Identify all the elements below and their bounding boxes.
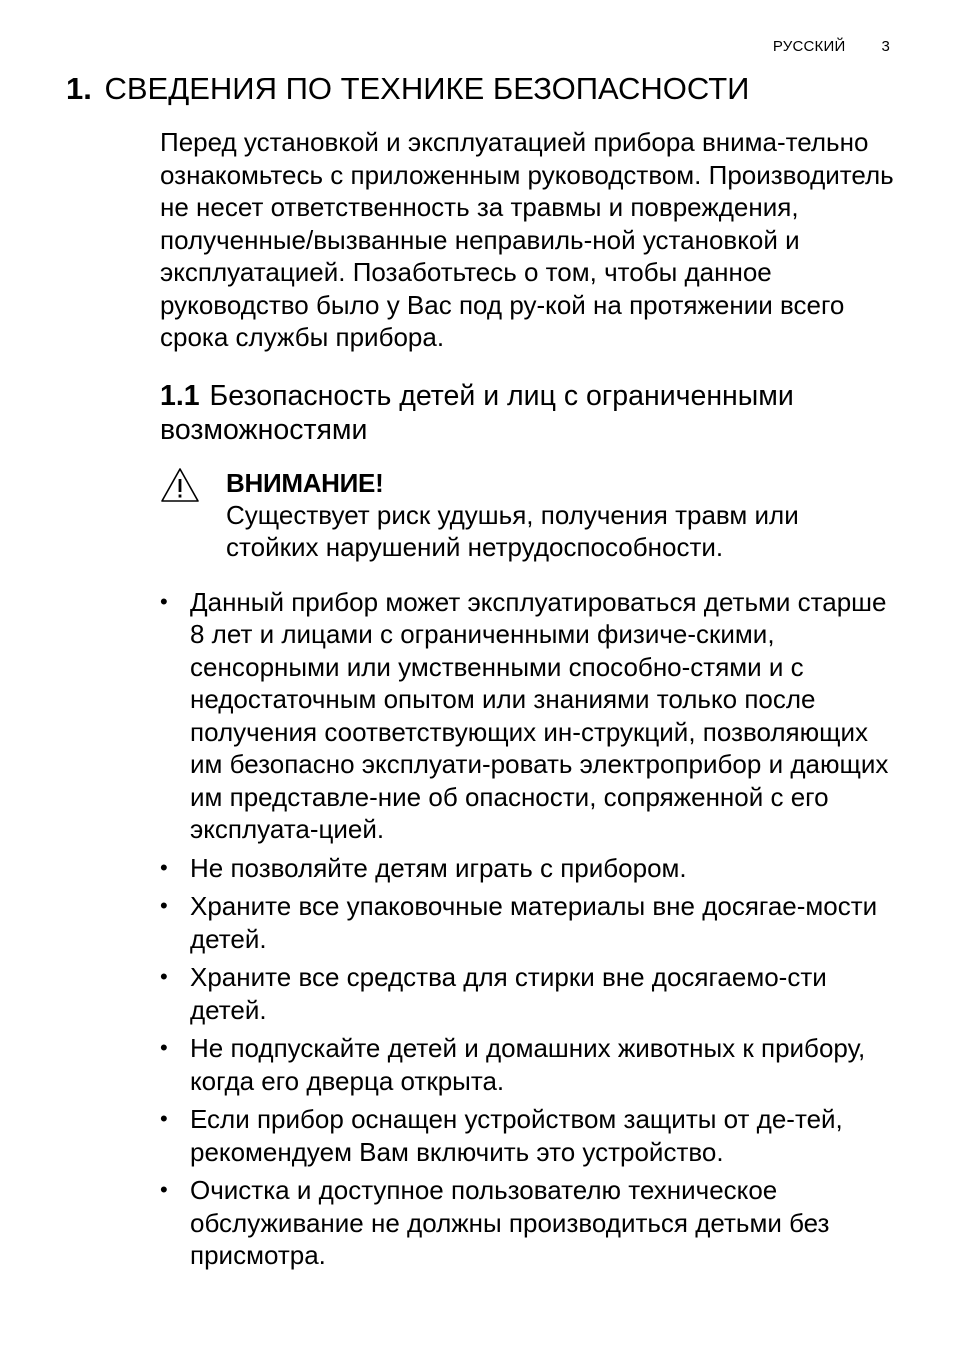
safety-list [160,586,895,1272]
warning-triangle-icon [160,467,200,503]
section-number: 1. [66,71,92,106]
language-label: РУССКИЙ [772,38,846,55]
warning-title: ВНИМАНИЕ! [226,467,384,498]
subsection-heading [160,379,895,447]
list-item: • Не позволяйте детям играть с прибором. [160,852,895,885]
list-item: • Храните все средства для стирки вне досягаемо-сти детей. [160,961,895,1026]
subsection-title: Безопасность детей и лиц с ограниченными возможностями [160,379,794,446]
list-item: • Данный прибор может эксплуатироваться детьми старше 8 лет и лицами с ограниченными физиче-скими, сенсорными или умственными способно-стями и с недостаточным опытом или знаниями только после получения соответствующих ин-струкций, позволяющих им безопасно эксплуати-ровать электроприбор и дающих им представле-ние об опасности, сопряженной с его эксплуата-цией. [160,586,895,846]
main-content [160,126,895,1278]
page-number: 3 [881,38,890,55]
warning-text: Существует риск удушья, получения травм или стойких нарушений нетрудоспособности. [226,499,799,562]
warning-block [160,467,895,564]
intro-paragraph: Перед установкой и эксплуатацией прибора внима-тельно ознакомьтесь с приложенным руководством. Производитель не несет ответственность за травмы и повреждения, полученные/вызванные неправиль-ной установкой и эксплуатацией. Позаботьтесь о том, чтобы данное руководство было у Вас под ру-кой на протяжении всего срока службы прибора. [160,127,894,352]
section-title: СВЕДЕНИЯ ПО ТЕХНИКЕ БЕЗОПАСНОСТИ [104,71,750,106]
list-item: • Если прибор оснащен устройством защиты от де-тей, рекомендуем Вам включить это устройство. [160,1103,895,1168]
list-item: • Очистка и доступное пользователю техническое обслуживание не должны производиться детьми без присмотра. [160,1174,895,1272]
page-header [773,38,890,55]
section-heading [66,70,749,108]
list-item: • Не подпускайте детей и домашних животных к прибору, когда его дверца открыта. [160,1032,895,1097]
list-item: • Храните все упаковочные материалы вне досягае-мости детей. [160,890,895,955]
subsection-number: 1.1 [160,379,200,412]
